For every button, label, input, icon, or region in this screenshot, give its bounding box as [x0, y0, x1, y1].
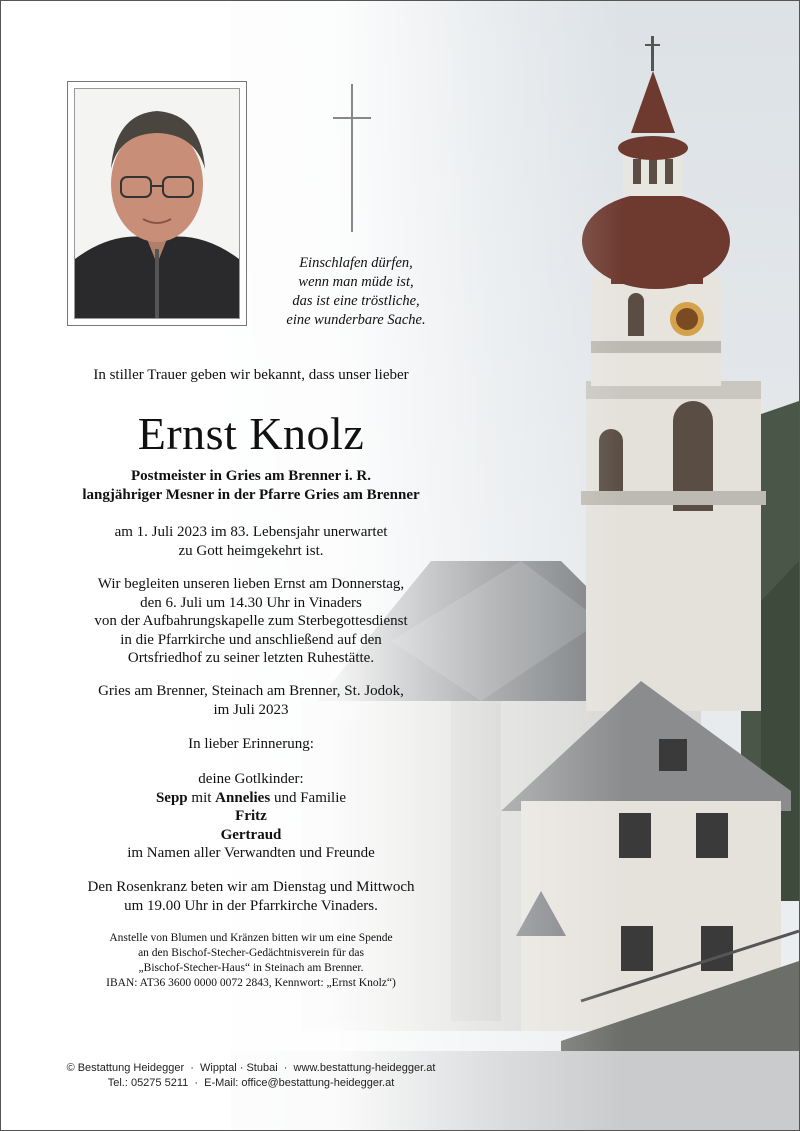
mourner-suffix: und Familie	[270, 789, 347, 806]
portrait-frame	[67, 81, 247, 326]
poem	[256, 254, 456, 330]
poem-line: Einschlafen dürfen,	[299, 255, 413, 271]
rosary-line: Den Rosenkranz beten wir am Dienstag und Mittwoch	[87, 879, 415, 895]
funeral-details	[51, 575, 451, 668]
date-line: im Juli 2023	[213, 701, 289, 718]
rosary-notice	[51, 878, 451, 915]
deceased-titles	[51, 467, 451, 505]
cross-icon	[333, 84, 375, 232]
memory-heading: In lieber Erinnerung:	[188, 736, 314, 752]
poem-line: eine wunderbare Sache.	[286, 312, 426, 328]
rosary-line: um 19.00 Uhr in der Pfarrkirche Vinaders.	[124, 897, 378, 914]
mourner-line	[51, 826, 451, 845]
place-line: Gries am Brenner, Steinach am Brenner, St. Jodok,	[98, 683, 404, 699]
mourner-line	[51, 789, 451, 808]
mourner-name: Gertraud	[220, 826, 282, 843]
footer-line-website: © Bestattung Heidegger · Wipptal · Stubai · www.bestattung-heidegger.at	[66, 1062, 436, 1074]
footer-line-contact: Tel.: 05275 5211 · E-Mail: office@bestattung-heidegger.at	[107, 1077, 395, 1089]
donation-line: an den Bischof-Stecher-Gedächtnisverein für das	[138, 947, 364, 959]
funeral-line: in die Pfarrkirche und anschließend auf den	[120, 631, 382, 648]
mourners-list	[51, 770, 451, 863]
portrait-photo	[74, 88, 240, 319]
death-notice-line: zu Gott heimgekehrt ist.	[178, 542, 324, 559]
mourner-name: Sepp	[155, 789, 188, 806]
donation-line: Anstelle von Blumen und Kränzen bitten wir um eine Spende	[109, 932, 393, 944]
poem-line: das ist eine tröstliche,	[292, 293, 420, 309]
funeral-home-footer	[51, 1061, 451, 1091]
death-notice-line: am 1. Juli 2023 im 83. Lebensjahr unerwartet	[114, 524, 388, 540]
intro-text: In stiller Trauer geben wir bekannt, dass unser lieber	[93, 367, 409, 383]
funeral-line: von der Aufbahrungskapelle zum Sterbegottesdienst	[94, 613, 408, 629]
funeral-line: Ortsfriedhof zu seiner letzten Ruhestätte.	[127, 650, 375, 666]
donation-request	[51, 931, 451, 991]
mourner-name: Annelies	[215, 789, 271, 806]
mourners-closing: im Namen aller Verwandten und Freunde	[127, 845, 375, 861]
donation-line: IBAN: AT36 3600 0000 0072 2843, Kennwort: „Ernst Knolz“)	[106, 977, 396, 989]
title-line: langjähriger Mesner in der Pfarre Gries am Brenner	[82, 487, 420, 503]
mourner-line	[51, 807, 451, 826]
poem-line: wenn man müde ist,	[298, 274, 414, 290]
death-notice	[51, 523, 451, 560]
funeral-line: den 6. Juli um 14.30 Uhr in Vinaders	[140, 594, 362, 611]
mourners-intro: deine Gotlkinder:	[198, 771, 304, 787]
title-line: Postmeister in Gries am Brenner i. R.	[131, 468, 371, 484]
funeral-line: Wir begleiten unseren lieben Ernst am Donnerstag,	[97, 576, 405, 592]
mourner-name: Fritz	[235, 808, 267, 824]
deceased-name: Ernst Knolz	[137, 408, 365, 459]
place-date	[51, 682, 451, 719]
donation-line: „Bischof-Stecher-Haus“ in Steinach am Brenner.	[138, 962, 364, 974]
mourner-connector: mit	[187, 789, 216, 806]
